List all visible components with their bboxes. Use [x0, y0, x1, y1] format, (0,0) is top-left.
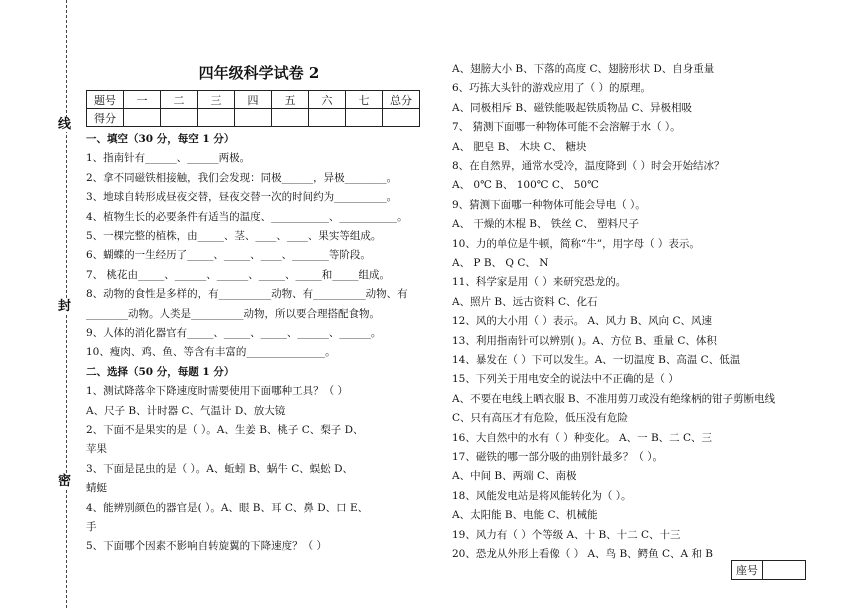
seat-label: 座号 — [732, 561, 763, 580]
question-line: 19、风力有（ ）个等级 A、十 B、十二 C、十三 — [452, 528, 681, 541]
score-header-cell: 七 — [346, 91, 383, 109]
question-line: 1、测试降落伞下降速度时需要使用下面哪种工具？（ ） — [86, 385, 349, 398]
score-header-cell: 一 — [124, 91, 161, 109]
question-line: 11、科学家是用（ ）来研究恐龙的。 — [452, 276, 627, 289]
score-header-cell: 二 — [161, 91, 198, 109]
question-line: 3、下面是昆虫的是（ ）。A、蚯蚓 B、蜗牛 C、蜈蚣 D、 — [86, 462, 354, 475]
question-line: A、尺子 B、计时器 C、气温计 D、放大镜 — [86, 404, 286, 417]
score-table — [86, 90, 420, 127]
question-line: A、 P B、 Q C、 N — [452, 257, 549, 269]
score-input-cell[interactable] — [346, 109, 383, 127]
score-input-cell[interactable] — [161, 109, 198, 127]
section-heading: 二、选择（50 分，每题 1 分） — [86, 365, 235, 378]
question-line: 10、瘦肉、鸡、鱼、等含有丰富的_______________。 — [86, 346, 336, 359]
question-line: 2、下面不是果实的是（ ）。A、生姜 B、桃子 C、梨子 D、 — [86, 424, 364, 436]
section-heading: 一、填空（30 分，每空 1 分） — [86, 133, 235, 145]
score-input-cell[interactable] — [272, 109, 309, 127]
question-line: 20、恐龙从外形上看像（ ） A、鸟 B、鳄鱼 C、A 和 B — [452, 548, 714, 560]
score-header-cell: 四 — [235, 91, 272, 109]
question-line: A、翅膀大小 B、下落的高度 C、翅膀形状 D、自身重量 — [452, 63, 715, 75]
question-line: 12、风的大小用（ ）表示。 A、风力 B、风向 C、风速 — [452, 315, 713, 328]
question-line: 苹果 — [86, 443, 107, 456]
page-title: 四年级科学试卷 2 — [198, 64, 320, 82]
score-input-cell[interactable] — [383, 109, 420, 127]
score-input-cell[interactable] — [309, 109, 346, 127]
score-header-cell: 总分 — [383, 91, 420, 109]
question-line: ________动物。人类是__________动物，所以要合理搭配食物。 — [86, 307, 380, 320]
question-line: 14、暴发在（ ）下可以发生。A、一切温度 B、高温 C、低温 — [452, 354, 741, 366]
binding-label-mi: 密 — [58, 474, 72, 489]
question-line: A、照片 B、远古资料 C、化石 — [452, 295, 598, 308]
score-input-cell[interactable] — [124, 109, 161, 127]
question-line: 手 — [86, 521, 97, 533]
question-line: A、中间 B、两端 C、南极 — [452, 470, 577, 483]
question-line: 16、大自然中的水有（ ）种变化。 A、一 B、二 C、三 — [452, 431, 713, 444]
question-line: A、太阳能 B、电能 C、机械能 — [452, 509, 598, 522]
seat-number-box — [731, 560, 806, 580]
question-line: 7、 猜测下面哪一种物体可能不会溶解于水（ ）。 — [452, 121, 681, 134]
question-line: 15、下列关于用电安全的说法中不正确的是（ ） — [452, 373, 679, 386]
score-header-cell: 题号 — [87, 91, 124, 109]
question-line: A、 干燥的木棍 B、 铁丝 C、 塑料尺子 — [452, 218, 640, 231]
binding-label-feng: 封 — [58, 299, 72, 314]
question-line: 6、巧拣大头针的游戏应用了（ ）的原理。 — [452, 82, 652, 95]
question-line: 10、力的单位是牛顿，简称“牛”，用字母（ ）表示。 — [452, 237, 700, 250]
score-header-cell: 五 — [272, 91, 309, 109]
binding-label-xian: 线 — [58, 117, 72, 132]
question-line: 3、地球自转形成昼夜交替，昼夜交替一次的时间约为__________。 — [86, 191, 398, 204]
question-line: A、 肥皂 B、 木块 C、 糖块 — [452, 140, 587, 153]
question-line: 8、动物的食性是多样的，有__________动物、有__________动物、有 — [86, 288, 408, 301]
score-input-cell[interactable] — [198, 109, 235, 127]
score-table-header-row — [87, 91, 420, 109]
question-line: 6、蝴蝶的一生经历了_____、_____、____、_______等阶段。 — [86, 249, 371, 262]
question-line: 17、磁铁的哪一部分吸的曲别针最多？（ ）。 — [452, 451, 663, 463]
question-line: 2、拿不同磁铁相接触，我们会发现：同极______，异极________。 — [86, 171, 398, 184]
question-line: A、不要在电线上晒衣服 B、不准用剪刀或没有绝缘柄的钳子剪断电线 — [452, 392, 776, 405]
score-header-cell: 三 — [198, 91, 235, 109]
seat-input-cell[interactable] — [763, 561, 806, 580]
question-line: 蜻蜓 — [86, 482, 107, 495]
question-line: 18、风能发电站是将风能转化为（ ）。 — [452, 489, 632, 502]
question-line: 13、利用指南针可以辨别( )。A、方位 B、重量 C、体积 — [452, 334, 717, 347]
question-line: 8、在自然界，通常水受冷，温度降到（ ）时会开始结冰？ — [452, 160, 725, 172]
question-line: 4、能辨别颜色的器官是( ）。A、眼 B、耳 C、鼻 D、口 E、 — [86, 501, 369, 514]
score-header-cell: 六 — [309, 91, 346, 109]
question-line: A、同极相斥 B、磁铁能吸起铁质物品 C、异极相吸 — [452, 101, 693, 114]
score-input-cell[interactable] — [235, 109, 272, 127]
question-line: 5、一棵完整的植株，由_____、茎、____、____、果实等组成。 — [86, 230, 382, 242]
question-line: C、只有高压才有危险，低压没有危险 — [452, 412, 629, 425]
score-table-score-row — [87, 109, 420, 127]
question-line: 7、 桃花由_____、______、______、_____、_____和_____组成。 — [86, 268, 391, 281]
question-line: 9、猜测下面哪一种物体可能会导电（ ）。 — [452, 198, 646, 211]
question-line: A、 0℃ B、 100℃ C、 50℃ — [452, 179, 599, 192]
question-line: 9、人体的消化器官有_____、_____、_____、______、______。 — [86, 327, 382, 339]
score-row-label: 得分 — [87, 109, 124, 127]
question-line: 4、植物生长的必要条件有适当的温度、___________、___________。 — [86, 210, 408, 223]
question-line: 5、下面哪个因素不影响自转旋翼的下降速度？（ ） — [86, 540, 328, 553]
question-line: 1、指南针有______、______两极。 — [86, 152, 251, 165]
